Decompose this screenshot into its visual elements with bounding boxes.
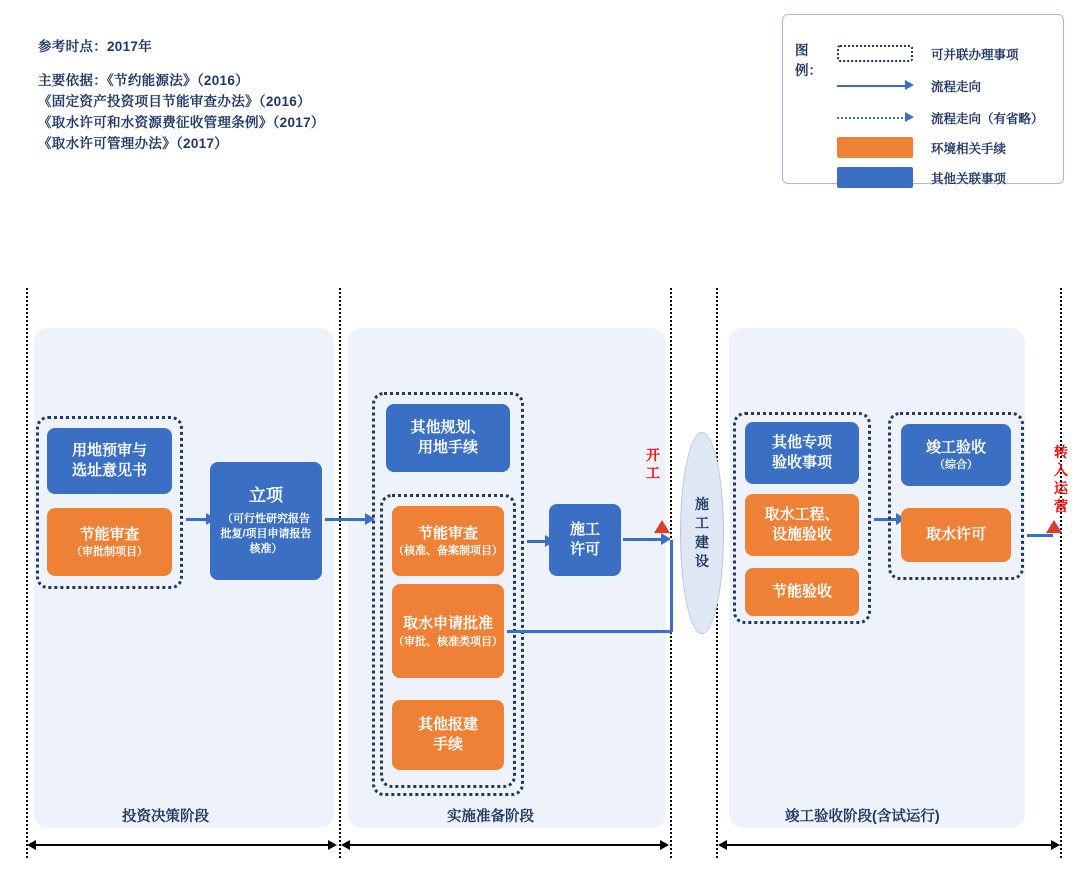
to-operation-label: [1050, 443, 1072, 515]
node-label: 许可: [569, 541, 600, 558]
note-line: 参考时点：2017年: [38, 39, 153, 54]
axis-arrow-left: [718, 840, 727, 850]
start-construction-text: 开工: [646, 447, 660, 481]
connector-line: [186, 518, 208, 521]
reference-notes: [38, 36, 458, 154]
phase-axis: [36, 844, 328, 846]
note-line: 《取水许可管理办法》（2017）: [38, 136, 229, 151]
phase-label-preparation: 实施准备阶段: [447, 809, 534, 825]
phase-separator: [1060, 288, 1062, 858]
node-label: 选址意见书: [71, 462, 147, 479]
node-sublabel: （可行性研究报告批复/项目申请报告核准）: [220, 512, 312, 555]
legend-title: 图例：: [795, 43, 822, 78]
node-sublabel: （核准、备案制项目）: [393, 544, 503, 557]
dashed-box-icon: [835, 41, 921, 67]
node-construction-permit[interactable]: [549, 504, 621, 576]
axis-arrow-right: [1051, 840, 1060, 850]
phase-separator: [339, 288, 341, 858]
phase-axis: [727, 844, 1051, 846]
axis-arrow-right: [660, 840, 669, 850]
node-water-permit[interactable]: [901, 508, 1011, 562]
node-label: 取水工程、: [764, 506, 840, 523]
phase-label-acceptance: 竣工验收阶段(含试运行): [785, 809, 940, 825]
node-label: 其他规划、: [410, 419, 486, 436]
legend-label: 其他关联事项: [931, 172, 1007, 186]
node-completion-acceptance[interactable]: [901, 424, 1011, 486]
node-other-planning[interactable]: [386, 404, 510, 472]
node-label: 立项: [249, 485, 283, 505]
node-project-approval[interactable]: [210, 462, 322, 580]
axis-arrow-left: [27, 840, 36, 850]
node-label: 节能审查: [417, 524, 478, 542]
dotted-arrow-icon: [835, 105, 921, 131]
start-construction-label: [642, 446, 664, 482]
node-other-special-acceptance[interactable]: [745, 422, 859, 484]
node-energy-review-record[interactable]: [392, 506, 504, 576]
node-construction-stage[interactable]: [680, 432, 724, 634]
node-label: 用地手续: [417, 439, 478, 456]
node-label: 施工建设: [695, 496, 709, 569]
legend-box: [782, 14, 1064, 184]
start-construction-marker: [654, 520, 670, 533]
blue-swatch-icon: [835, 165, 921, 191]
phase-label-investment: 投资决策阶段: [122, 809, 209, 825]
legend-label: 流程走向（有省略）: [931, 112, 1044, 126]
connector-line: [1027, 534, 1053, 537]
node-label: 用地预审与: [71, 442, 147, 459]
node-energy-review[interactable]: [47, 508, 172, 576]
connector-line: [527, 540, 547, 543]
connector-line: [325, 518, 367, 521]
note-line: 《取水许可和水资源费征收管理条例》（2017）: [38, 115, 325, 130]
node-label: 施工: [569, 521, 600, 538]
axis-arrow-left: [341, 840, 350, 850]
node-sublabel: （审批制项目）: [71, 545, 148, 558]
connector-line: [507, 630, 672, 633]
legend-label: 环境相关手续: [931, 142, 1007, 156]
node-label: 其他报建: [417, 716, 478, 733]
node-label: 手续: [432, 736, 463, 753]
node-other-construction-filing[interactable]: [392, 700, 504, 770]
to-operation-marker: [1046, 520, 1062, 533]
node-label: 设施验收: [771, 526, 832, 543]
legend-label: 可并联办理事项: [931, 48, 1019, 62]
note-line: 《固定资产投资项目节能审查办法》（2016）: [38, 94, 311, 109]
orange-swatch-icon: [835, 135, 921, 161]
node-label: 节能审查: [79, 525, 140, 543]
node-sublabel: （审批、核准类项目）: [393, 635, 503, 648]
legend-label: 流程走向: [931, 80, 982, 94]
node-water-intake-approval[interactable]: [392, 584, 504, 678]
node-label: 其他专项: [771, 434, 832, 451]
node-label: 竣工验收: [925, 438, 986, 456]
solid-arrow-icon: [835, 73, 921, 99]
node-energy-acceptance[interactable]: [745, 568, 859, 616]
node-label: 验收事项: [771, 454, 832, 471]
node-label: 取水申请批准: [402, 614, 493, 632]
node-water-facility-acceptance[interactable]: [745, 494, 859, 556]
node-label: 取水许可: [925, 526, 986, 543]
node-sublabel: （综合）: [934, 458, 978, 471]
note-line: 主要依据：《节约能源法》（2016）: [38, 73, 249, 88]
connector-line: [670, 540, 673, 632]
node-label: 节能验收: [771, 583, 832, 600]
phase-axis: [350, 844, 660, 846]
to-operation-text: 转入运营: [1054, 444, 1068, 514]
node-land-pre-review[interactable]: [47, 428, 172, 494]
connector-line: [623, 538, 665, 541]
axis-arrow-right: [328, 840, 337, 850]
phase-separator: [26, 288, 28, 858]
